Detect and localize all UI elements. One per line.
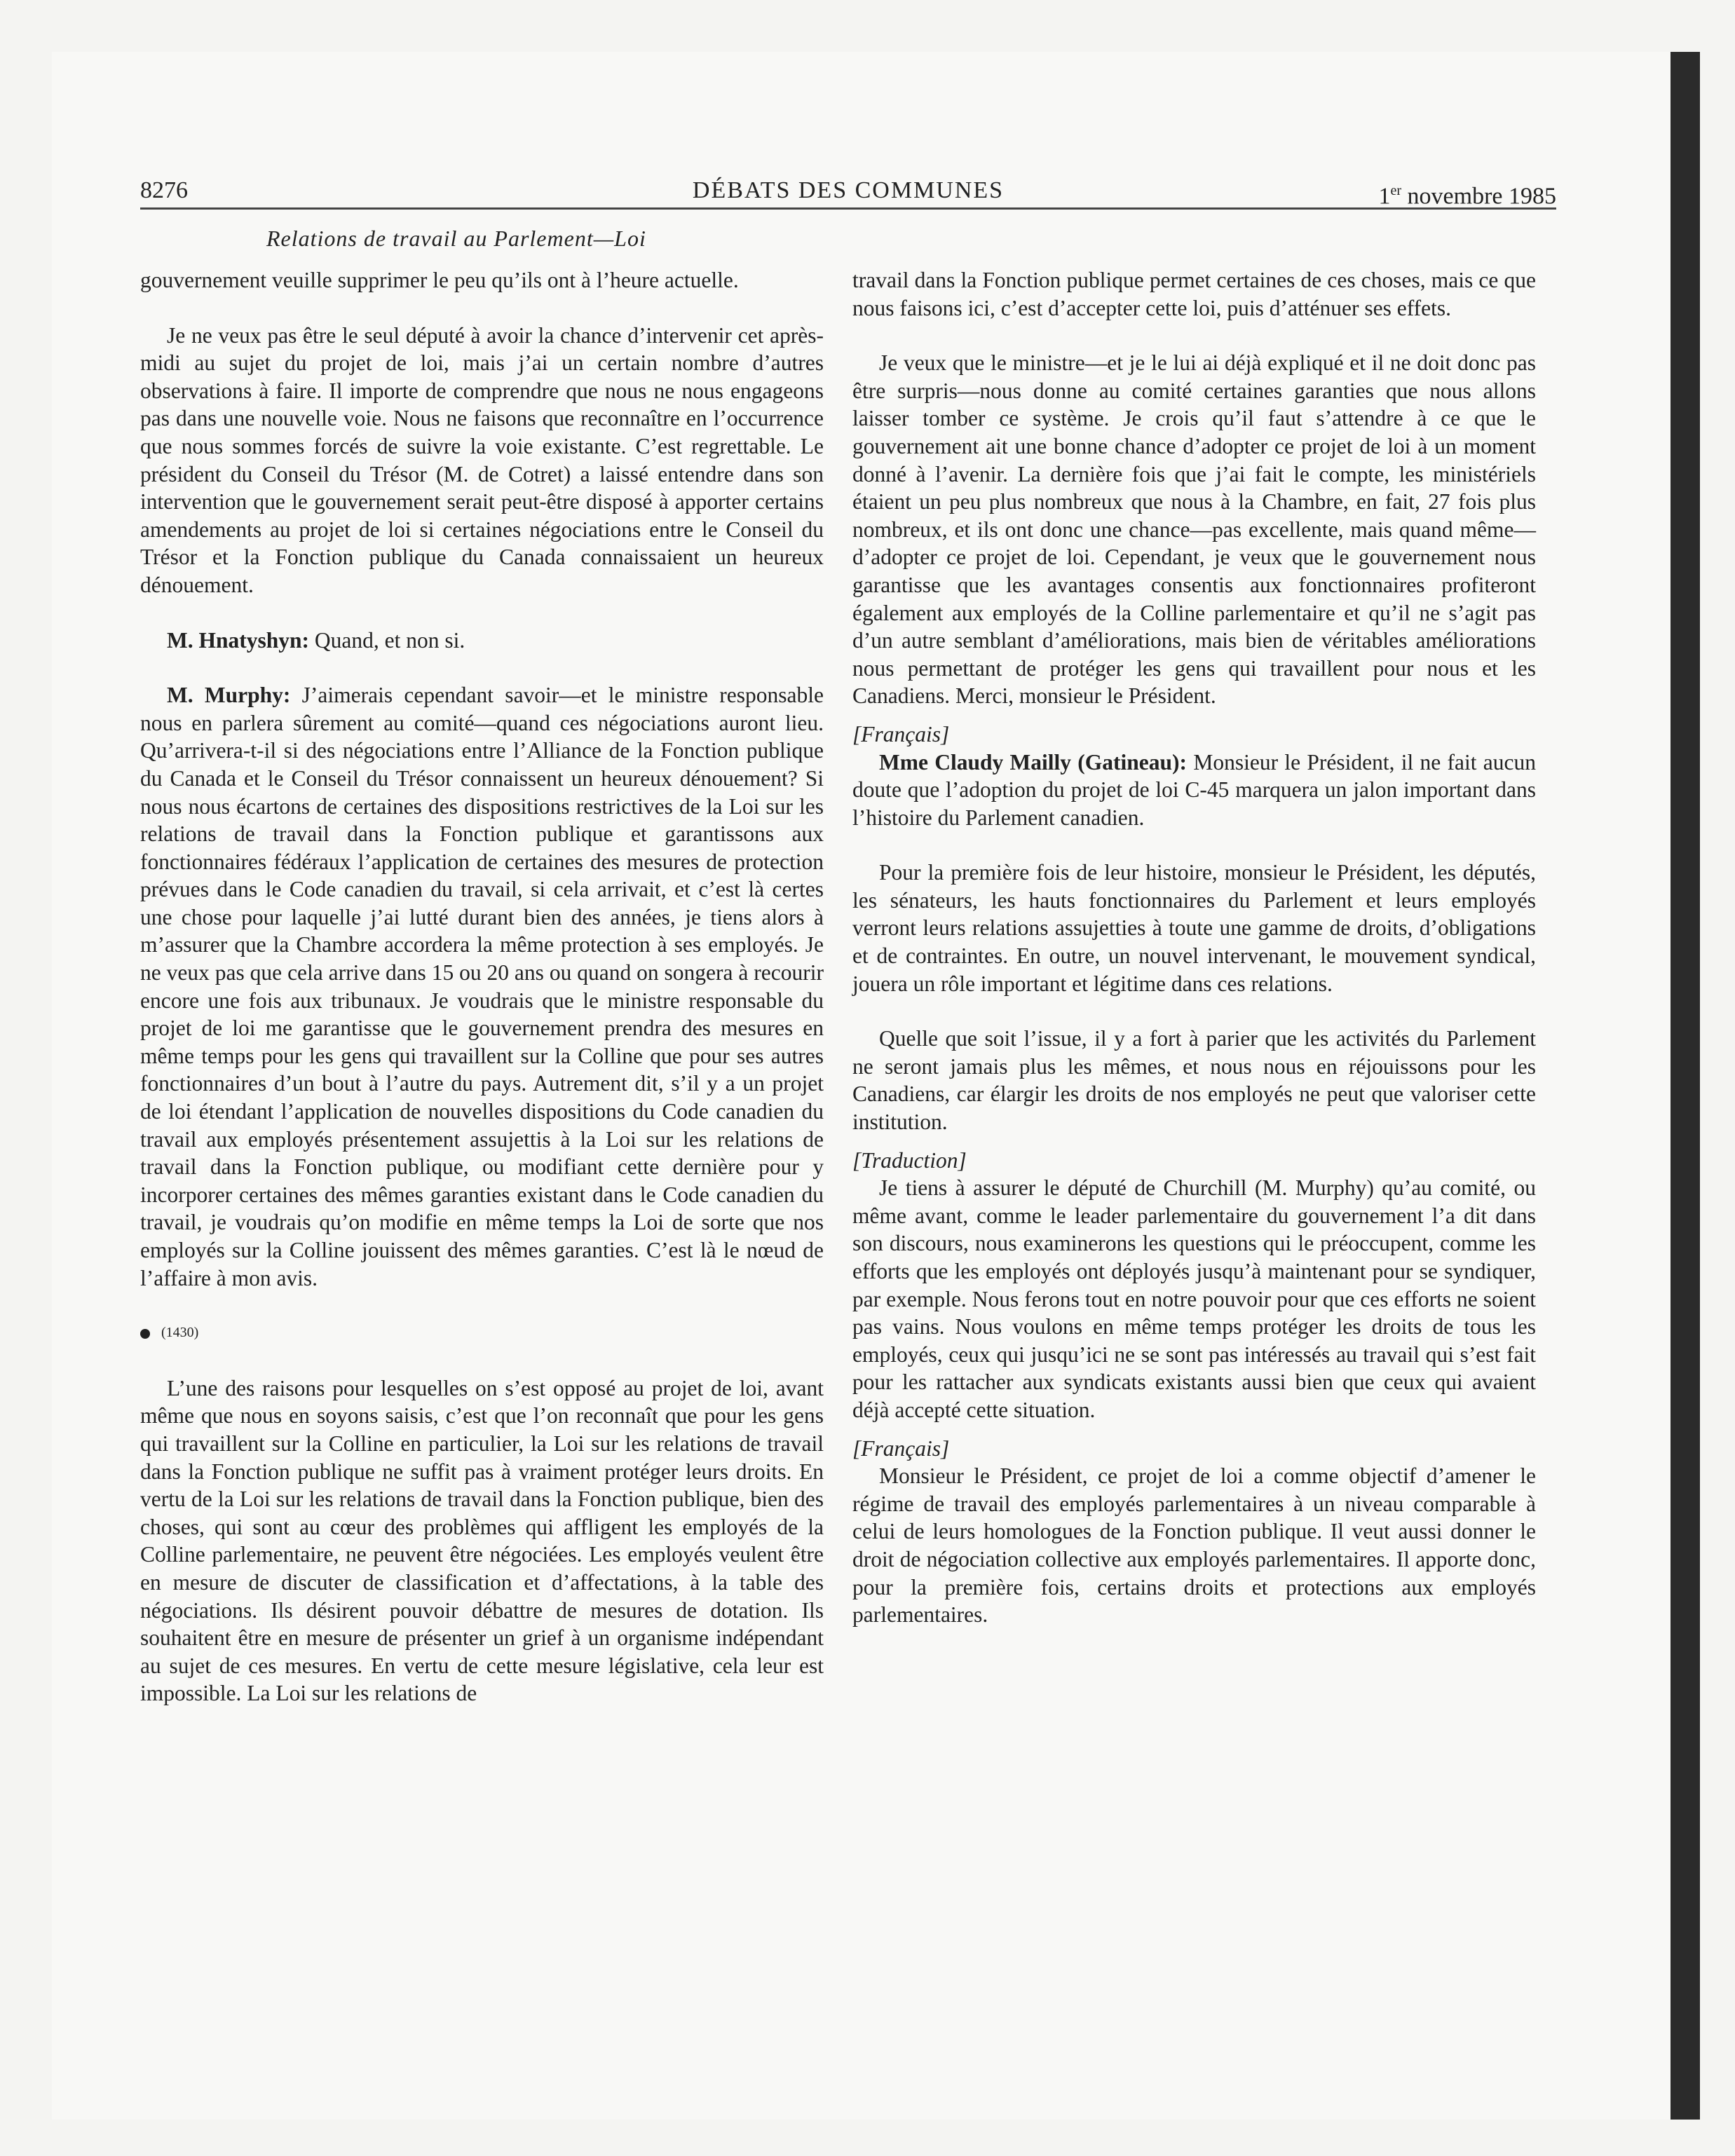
- paragraph: Je tiens à assurer le député de Churchill (M. Murphy) qu’au comité, ou même avant, comme le leader parlementaire du gouvernement l’a dit dans son discours, nous examinerons les questions qui le préoccupent, comme les efforts que les employés ont déployés jusqu’à maintenant pour se syndiquer, par exemple. Nous ferons tout en notre pouvoir pour que ces efforts ne soient pas vains. Nous voulons en même temps protéger les droits de tous les employés, ceux qui jusqu’ici ne se sont pas intéressés au travail qui s’est fait pour les rattacher aux syndicats existants aussi bien que ceux qui avaient déjà accepté cette situation.: [852, 1175, 1536, 1422]
- paragraph: Je ne veux pas être le seul député à avoir la chance d’intervenir cet après-midi au sujet du projet de loi, mais j’ai un certain nombre d’autres observations à faire. Il importe de comprendre que nous ne nous engageons pas dans une nouvelle voie. Nous ne faisons que reconnaître en l’occurrence que nous sommes forcés de suivre la voie existante. C’est regrettable. Le président du Conseil du Trésor (M. de Cotret) a laissé entendre dans son intervention que le gouvernement serait peut-être disposé à apporter certains amendements au projet de loi si certaines négociations entre le Conseil du Trésor et la Fonction publique du Canada connaissaient un heureux dénouement.: [140, 322, 824, 597]
- paragraph: L’une des raisons pour lesquelles on s’est opposé au projet de loi, avant même que nous en soyons saisis, c’est que l’on reconnaît que pour les gens qui travaillent sur la Colline en particulier, la Loi sur les relations de travail dans la Fonction publique ne suffit pas à vraiment protéger leurs droits. En vertu de la Loi sur les relations de travail dans la Fonction publique, bien des choses, qui sont au cœur des problèmes qui affligent les employés de la Colline parlementaire, ne peuvent être négociées. Les employés veulent être en mesure de discuter de classification et d’affectations, à la table des négociations. Ils désirent pouvoir débattre de mesures de dotation. Ils souhaitent être en mesure de présenter un grief à un organisme indépendant au sujet de ces mesures. En vertu de cette mesure législative, cela leur est impossible. La Loi sur les relations de: [140, 1375, 824, 1706]
- page-header: [140, 177, 1556, 210]
- right-column: [852, 266, 1536, 1629]
- paragraph: travail dans la Fonction publique permet certaines de ces choses, mais ce que nous faisons ici, c’est d’accepter cette loi, puis d’atténuer ses effets.: [852, 268, 1536, 320]
- speaker-paragraph: M. Hnatyshyn: Quand, et non si.: [167, 627, 465, 653]
- paragraph: Monsieur le Président, ce projet de loi a comme objectif d’amener le régime de travail des employés parlementaires à un niveau comparable à celui de leurs homologues de la Fonction publique. Il veut aussi donner le droit de négociation collective aux employés parlementaires. Il apporte donc, pour la première fois, certains droits et protections aux employés parlementaires.: [852, 1464, 1536, 1628]
- speaker-name: Mme Claudy Mailly (Gatineau):: [879, 749, 1188, 775]
- publication-title: DÉBATS DES COMMUNES: [692, 177, 1005, 203]
- paragraph: Pour la première fois de leur histoire, monsieur le Président, les députés, les sénateurs, les hauts fonctionnaires du Parlement et leurs employés verront leurs relations assujetties à toute une gamme de droits, d’obligations et de contraintes. En outre, un nouvel intervenant, le mouvement syndical, jouera un rôle important et légitime dans ces relations.: [852, 860, 1536, 996]
- speaker-paragraph: Mme Claudy Mailly (Gatineau): Monsieur le Président, il ne fait aucun doute que l’adoption du projet de loi C-45 marquera un jalon important dans l’histoire du Parlement canadien.: [852, 749, 1536, 830]
- language-tag: [Français]: [852, 1435, 950, 1461]
- paragraph: Quelle que soit l’issue, il y a fort à parier que les activités du Parlement ne seront jamais plus les mêmes, et nous nous en réjouissons pour les Canadiens, car élargir les droits de nos employés ne peut que valoriser cette institution.: [852, 1026, 1536, 1135]
- paragraph: gouvernement veuille supprimer le peu qu’ils ont à l’heure actuelle.: [140, 268, 739, 292]
- scan-edge: [1671, 52, 1700, 2120]
- section-subtitle: Relations de travail au Parlement—Loi: [266, 226, 646, 251]
- speaker-name: M. Hnatyshyn:: [167, 627, 310, 653]
- language-tag: [Traduction]: [852, 1147, 967, 1173]
- left-column: [140, 266, 824, 1707]
- speaker-name: M. Murphy:: [167, 683, 291, 708]
- speaker-paragraph: M. Murphy: J’aimerais cependant savoir—et le ministre responsable nous en parlera sûrement au comité—quand ces négociations auront lieu. Qu’arrivera-t-il si des négociations entre l’Alliance de la Fonction publique du Canada et le Conseil du Trésor connaissent un heureux dénouement? Si nous nous écartons de certaines des dispositions restrictives de la Loi sur les relations de travail dans la Fonction publique et garantissons aux fonctionnaires fédéraux l’application de certaines des mesures de protection prévues dans le Code canadien du travail, si cela arrivait, et c’est là certes une chose pour laquelle j’ai lutté durant bien des années, je tiens alors à m’assurer que la Chambre accordera la même protection à ses employés. Je ne veux pas que cela arrive dans 15 ou 20 ans ou quand on songera à recourir encore une fois aux tribunaux. Je voudrais que le ministre responsable du projet de loi me garantisse que le gouvernement prendra des mesures en même temps pour les gens qui travaillent sur la Colline que pour ses autres fonctionnaires d’un bout à l’autre du pays. Autrement dit, s’il y a un projet de loi étendant l’application de nouvelles dispositions du Code canadien du travail aux employés présentement assujettis à la Loi sur les relations de travail dans la Fonction publique, ou modifiant cette dernière pour y incorporer certaines des mêmes garanties existant dans le Code canadien du travail, je voudrais qu’on modifie en même temps la Loi de sorte que nos employés sur la Colline jouissent des mêmes garanties. C’est là le nœud de l’affaire à mon avis.: [140, 683, 824, 1290]
- paragraph: Je veux que le ministre—et je le lui ai déjà expliqué et il ne doit donc pas être surpris—nous donne au comité certaines garanties que nous allons laisser tomber ce système. Je crois qu’il faut s’attendre à ce que le gouvernement ait une bonne chance d’adopter ce projet de loi à un moment donné à l’avenir. La dernière fois que j’ai fait le compte, les ministériels étaient un peu plus nombreux que nous à la Chambre, en fait, 27 fois plus nombreux, et ils ont donc une chance—pas excellente, mais quand même—d’adopter ce projet de loi. Cependant, je veux que le gouvernement nous garantisse que les avantages consentis aux fonctionnaires profiteront également aux employés de la Colline parlementaire et qu’il ne s’agit pas d’un autre semblant d’améliorations, mais bien de véritables améliorations nous permettant de protéger les gens qui travaillent pour nous et les Canadiens. Merci, monsieur le Président.: [852, 350, 1536, 709]
- publication-date: 1er novembre 1985: [1378, 183, 1556, 210]
- time-marker: (1430): [140, 1319, 824, 1347]
- language-tag: [Français]: [852, 721, 950, 746]
- bullet-icon: [140, 1329, 150, 1339]
- page-number: 8276: [140, 177, 188, 203]
